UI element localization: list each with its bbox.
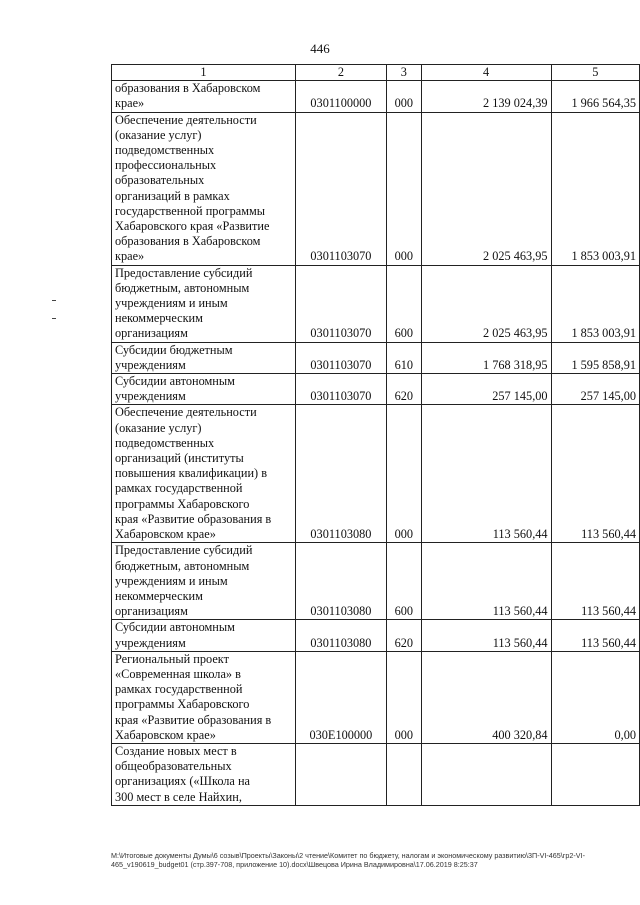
amount-year-1: 400 320,84	[421, 651, 551, 743]
description-line: Региональный проект	[115, 651, 229, 666]
amount-year-2: 113 560,44	[551, 620, 639, 651]
target-article-code: 0301103070	[295, 265, 386, 342]
description-line: (оказание услуг)	[115, 127, 202, 142]
description-line: образовательных	[115, 173, 205, 188]
description-line: общеобразовательных	[115, 759, 232, 774]
target-article-code	[295, 743, 386, 805]
description-line: организациям	[115, 604, 188, 619]
description-line: некоммерческим	[115, 311, 203, 326]
description-line: учреждениям	[115, 389, 186, 404]
table-row	[112, 81, 640, 112]
amount-year-2: 1 853 003,91	[551, 112, 639, 265]
amount-year-1: 2 025 463,95	[421, 265, 551, 342]
row-description	[112, 651, 296, 743]
description-line: крае»	[115, 249, 145, 264]
description-line: Хабаровском крае»	[115, 727, 216, 742]
description-line: подведомственных	[115, 435, 215, 450]
description-line: Субсидии автономным	[115, 620, 235, 635]
column-header: 1	[112, 65, 296, 81]
description-line: «Современная школа» в	[115, 666, 241, 681]
expense-type-code: 000	[387, 405, 422, 543]
description-line: учреждениям	[115, 635, 186, 650]
description-line: Субсидии автономным	[115, 374, 235, 389]
row-description	[112, 342, 296, 373]
amount-year-2: 1 966 564,35	[551, 81, 639, 112]
description-line: образования в Хабаровском	[115, 81, 261, 96]
margin-mark	[52, 300, 56, 301]
column-header: 5	[551, 65, 639, 81]
amount-year-2: 257 145,00	[551, 374, 639, 405]
target-article-code: 0301103070	[295, 342, 386, 373]
description-line: организациям	[115, 326, 188, 341]
description-line: 300 мест в селе Найхин,	[115, 789, 242, 804]
row-description	[112, 743, 296, 805]
description-line: государственной программы	[115, 203, 266, 218]
row-description	[112, 374, 296, 405]
description-line: Создание новых мест в	[115, 743, 237, 758]
table-header-row	[112, 65, 640, 81]
target-article-code: 0301103070	[295, 112, 386, 265]
table-row	[112, 342, 640, 373]
amount-year-1: 2 025 463,95	[421, 112, 551, 265]
amount-year-2: 113 560,44	[551, 543, 639, 620]
amount-year-1	[421, 743, 551, 805]
table-row	[112, 620, 640, 651]
description-line: организаций в рамках	[115, 188, 230, 203]
expense-type-code: 600	[387, 265, 422, 342]
description-line: Предоставление субсидий	[115, 543, 253, 558]
description-line: бюджетным, автономным	[115, 280, 250, 295]
amount-year-1: 113 560,44	[421, 620, 551, 651]
target-article-code: 0301103070	[295, 374, 386, 405]
description-line: Обеспечение деятельности	[115, 405, 257, 420]
table-row	[112, 743, 640, 805]
amount-year-2	[551, 743, 639, 805]
target-article-code: 0301103080	[295, 543, 386, 620]
description-line: рамках государственной	[115, 481, 243, 496]
amount-year-1: 257 145,00	[421, 374, 551, 405]
amount-year-1: 113 560,44	[421, 405, 551, 543]
amount-year-1: 113 560,44	[421, 543, 551, 620]
table-row	[112, 265, 640, 342]
column-header: 4	[421, 65, 551, 81]
margin-mark	[52, 318, 56, 319]
description-line: повышения квалификации) в	[115, 466, 268, 481]
column-header: 3	[387, 65, 422, 81]
description-line: края «Развитие образования в	[115, 712, 272, 727]
document-footer: M:\Итоговые документы Думы\6 созыв\Проекты\Законы\2 чтение\Комитет по бюджету, налогам и экономическому развитию\3П-VI-465\гр2-VI-465_v190619_budget01 (стр.397-708, приложение 10).docx\Швецова Ирина Владимировна\17.06.2019 8:25:37	[111, 851, 585, 869]
expense-type-code: 620	[387, 620, 422, 651]
description-line: учреждениям	[115, 357, 186, 372]
description-line: рамках государственной	[115, 682, 243, 697]
description-line: подведомственных	[115, 143, 215, 158]
description-line: (оказание услуг)	[115, 420, 202, 435]
description-line: Хабаровском крае»	[115, 527, 216, 542]
amount-year-1: 2 139 024,39	[421, 81, 551, 112]
expense-type-code: 600	[387, 543, 422, 620]
description-line: профессиональных	[115, 158, 217, 173]
expense-type-code: 620	[387, 374, 422, 405]
table-row	[112, 405, 640, 543]
expense-type-code	[387, 743, 422, 805]
amount-year-2: 1 595 858,91	[551, 342, 639, 373]
table-row	[112, 651, 640, 743]
description-line: крае»	[115, 96, 145, 111]
target-article-code: 0301100000	[295, 81, 386, 112]
row-description	[112, 81, 296, 112]
description-line: учреждениям и иным	[115, 573, 228, 588]
description-line: Хабаровского края «Развитие	[115, 219, 270, 234]
description-line: программы Хабаровского	[115, 697, 250, 712]
row-description	[112, 112, 296, 265]
row-description	[112, 543, 296, 620]
expense-type-code: 000	[387, 112, 422, 265]
description-line: Субсидии бюджетным	[115, 342, 233, 357]
table-row	[112, 374, 640, 405]
amount-year-2: 1 853 003,91	[551, 265, 639, 342]
description-line: края «Развитие образования в	[115, 511, 272, 526]
budget-table	[111, 64, 640, 806]
target-article-code: 0301103080	[295, 405, 386, 543]
row-description	[112, 620, 296, 651]
target-article-code: 0301103080	[295, 620, 386, 651]
page-number: 446	[310, 41, 330, 56]
description-line: некоммерческим	[115, 588, 203, 603]
expense-type-code: 000	[387, 651, 422, 743]
expense-type-code: 610	[387, 342, 422, 373]
description-line: организаций (институты	[115, 451, 244, 466]
description-line: образования в Хабаровском	[115, 234, 261, 249]
amount-year-1: 1 768 318,95	[421, 342, 551, 373]
row-description	[112, 265, 296, 342]
description-line: организациях («Школа на	[115, 774, 251, 789]
description-line: учреждениям и иным	[115, 296, 228, 311]
description-line: Обеспечение деятельности	[115, 112, 257, 127]
amount-year-2: 0,00	[551, 651, 639, 743]
table-row	[112, 543, 640, 620]
row-description	[112, 405, 296, 543]
description-line: Предоставление субсидий	[115, 265, 253, 280]
expense-type-code: 000	[387, 81, 422, 112]
description-line: программы Хабаровского	[115, 496, 250, 511]
description-line: бюджетным, автономным	[115, 558, 250, 573]
target-article-code: 030E100000	[295, 651, 386, 743]
column-header: 2	[295, 65, 386, 81]
amount-year-2: 113 560,44	[551, 405, 639, 543]
table-row	[112, 112, 640, 265]
